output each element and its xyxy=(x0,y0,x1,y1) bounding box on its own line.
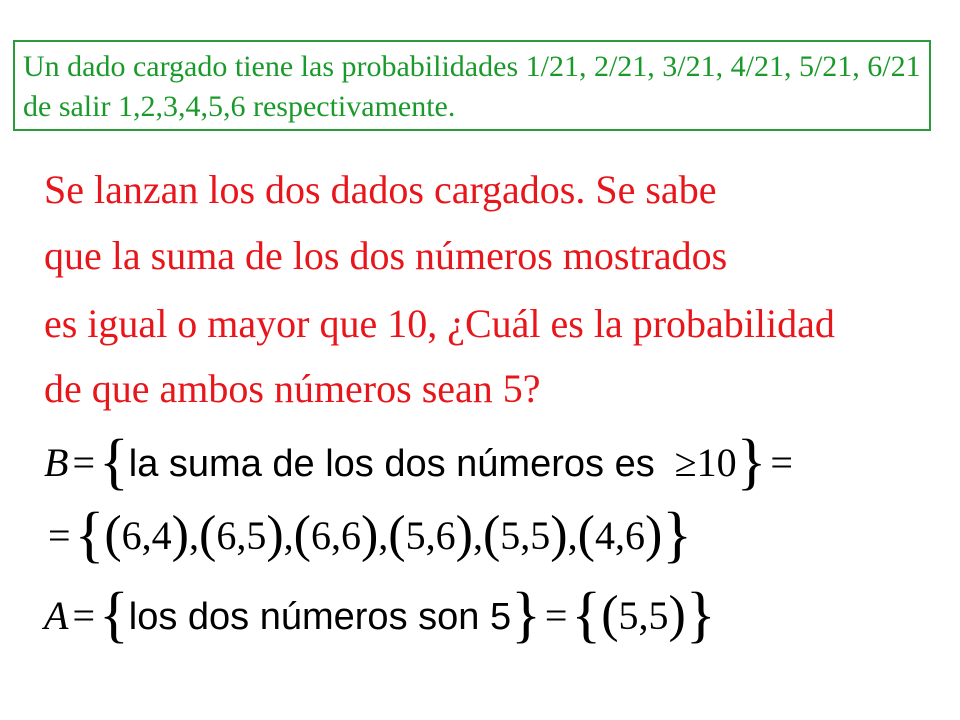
right-paren: ) xyxy=(668,586,686,643)
left-brace: { xyxy=(74,501,105,569)
pair-separator-comma: , xyxy=(188,513,199,558)
event-a-description: los dos números son 5 xyxy=(128,596,512,638)
left-paren: ( xyxy=(601,586,619,643)
pair-comma: , xyxy=(330,513,341,558)
pair-first: 5 xyxy=(500,513,521,558)
equals-sign: = xyxy=(48,513,71,558)
pair-second: 6 xyxy=(624,513,645,558)
pair-list xyxy=(104,506,663,563)
pair-first: 4 xyxy=(594,513,615,558)
pair-separator-comma: , xyxy=(378,513,389,558)
pair-first: 6 xyxy=(310,513,331,558)
pair-second: 5 xyxy=(530,513,551,558)
given-probabilities-text: Un dado cargado tiene las probabilidades 1/21, 2/21, 3/21, 4/21, 5/21, 6/21 xyxy=(23,50,921,83)
left-brace: { xyxy=(571,581,602,649)
pair-separator-comma: , xyxy=(567,513,578,558)
right-brace: } xyxy=(662,501,693,569)
pair-second: 5 xyxy=(246,513,267,558)
event-b-definition xyxy=(44,428,797,496)
right-brace: } xyxy=(511,581,541,649)
left-paren: ( xyxy=(104,506,122,563)
pair-comma: , xyxy=(614,513,625,558)
ordered-pair xyxy=(577,506,663,563)
pair-comma: , xyxy=(236,513,247,558)
pair-second: 5 xyxy=(648,593,669,638)
problem-line-2: que la suma de los dos números mostrados xyxy=(44,233,728,278)
equals-sign-trailing: = xyxy=(770,440,793,485)
pair-separator-comma: , xyxy=(283,513,294,558)
pair-first: 6 xyxy=(216,513,237,558)
event-b-description: la suma de los dos números es xyxy=(128,443,655,485)
pair-comma: , xyxy=(520,513,531,558)
pair-separator-comma: , xyxy=(472,513,483,558)
pair-second: 4 xyxy=(151,513,172,558)
pair-first: 6 xyxy=(121,513,142,558)
pair-second: 6 xyxy=(340,513,361,558)
pair-comma: , xyxy=(638,593,649,638)
pair-comma: , xyxy=(141,513,152,558)
equals-sign: = xyxy=(72,593,95,638)
left-paren: ( xyxy=(482,506,501,563)
ordered-pair xyxy=(482,506,568,563)
right-paren: ) xyxy=(455,506,473,563)
event-b-set xyxy=(44,501,693,569)
given-info-box xyxy=(13,40,931,131)
ordered-pair xyxy=(198,506,284,563)
right-paren: ) xyxy=(644,506,663,563)
event-a-definition xyxy=(44,581,716,649)
given-outcomes-text: de salir 1,2,3,4,5,6 respectivamente. xyxy=(23,90,456,123)
left-paren: ( xyxy=(198,506,217,563)
right-paren: ) xyxy=(171,506,189,563)
equals-sign: = xyxy=(72,440,95,485)
right-brace: } xyxy=(736,428,767,496)
left-brace: { xyxy=(99,581,129,649)
pair-first: 5 xyxy=(405,513,426,558)
problem-line-1: Se lanzan los dos dados cargados. Se sabe xyxy=(44,167,717,212)
event-a-variable: A xyxy=(44,593,69,638)
pair-second: 6 xyxy=(435,513,456,558)
ordered-pair xyxy=(388,506,473,563)
ordered-pair xyxy=(104,506,189,563)
right-paren: ) xyxy=(360,506,379,563)
left-paren: ( xyxy=(577,506,595,563)
left-paren: ( xyxy=(388,506,406,563)
threshold-value: 10 xyxy=(696,440,737,485)
right-paren: ) xyxy=(550,506,568,563)
pair-comma: , xyxy=(425,513,436,558)
problem-line-3: es igual o mayor que 10, ¿Cuál es la probabilidad xyxy=(44,301,835,346)
ordered-pair xyxy=(293,506,379,563)
event-b-variable: B xyxy=(44,440,69,485)
equals-sign-2: = xyxy=(544,593,568,638)
right-paren: ) xyxy=(266,506,284,563)
left-paren: ( xyxy=(293,506,311,563)
pair-first: 5 xyxy=(618,593,639,638)
problem-line-4: de que ambos números sean 5? xyxy=(44,366,541,411)
right-brace: } xyxy=(685,581,716,649)
left-brace: { xyxy=(99,428,129,496)
greater-equal-sign: ≥ xyxy=(674,440,697,485)
